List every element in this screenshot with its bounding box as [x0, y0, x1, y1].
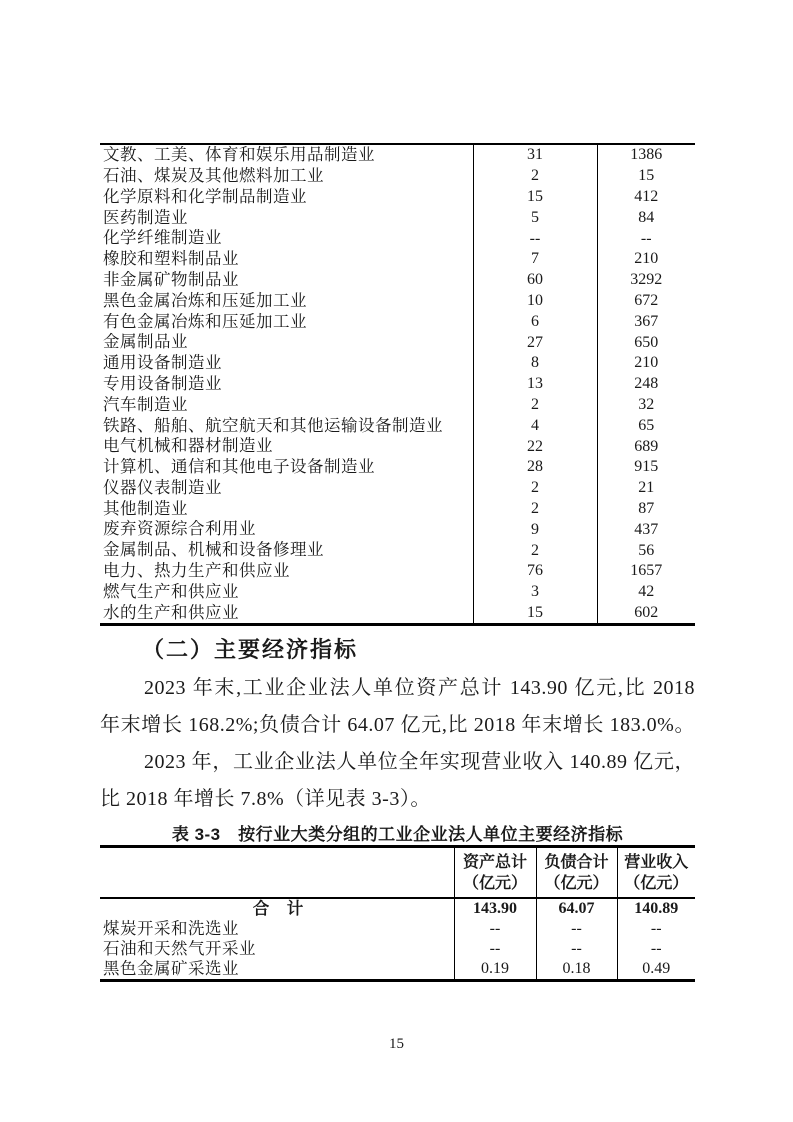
liabilities-value: --: [536, 939, 617, 959]
value-col2: 84: [638, 208, 655, 226]
paragraph-line: 比 2018 年增长 7.8%（详见表 3-3）。: [100, 788, 431, 810]
value-col2: 1657: [630, 562, 663, 580]
value-col1: 76: [473, 561, 597, 582]
table-row: [100, 249, 695, 270]
value-col2: 21: [638, 479, 655, 497]
paragraph-line: 年末增长 168.2%;负债合计 64.07 亿元,比 2018 年末增长 183.0%。: [100, 714, 695, 736]
liabilities-value: 64.07: [536, 898, 617, 919]
paragraph-assets: [100, 670, 695, 744]
industry-name: 水的生产和供应业: [100, 603, 473, 625]
industry-name: 有色金属冶炼和压延加工业: [100, 311, 473, 332]
value-col2: 367: [634, 312, 659, 330]
value-col1: 10: [473, 291, 597, 312]
industry-units-table-continued: [100, 143, 695, 626]
value-col1: 31: [473, 144, 597, 166]
industry-name: 化学纤维制造业: [100, 228, 473, 249]
industry-name: 非金属矿物制品业: [100, 270, 473, 291]
value-col1: 9: [473, 519, 597, 540]
value-col1: 5: [473, 207, 597, 228]
table-row-total: [100, 898, 695, 919]
value-col2: 689: [634, 437, 659, 455]
value-col1: 2: [473, 499, 597, 520]
header-empty: [100, 847, 454, 899]
table-row: [100, 415, 695, 436]
revenue-value: --: [617, 919, 695, 939]
assets-value: --: [454, 919, 536, 939]
table-row: [100, 395, 695, 416]
value-col2: 437: [634, 520, 659, 538]
value-col2: 210: [634, 250, 659, 268]
value-col2: 602: [634, 603, 659, 621]
value-col1: 60: [473, 270, 597, 291]
industry-name: 金属制品业: [100, 332, 473, 353]
header-liabilities: 负债合计 （亿元）: [536, 847, 617, 899]
value-col2: 915: [634, 458, 659, 476]
table-3-3-caption: 表 3-3 按行业大类分组的工业企业法人单位主要经济指标: [171, 825, 624, 844]
liabilities-value: 0.18: [536, 959, 617, 981]
table-row: [100, 457, 695, 478]
industry-name: 文教、工美、体育和娱乐用品制造业: [100, 144, 473, 166]
industry-name: 燃气生产和供应业: [100, 582, 473, 603]
value-col2: 210: [634, 354, 659, 372]
industry-name: 医药制造业: [100, 207, 473, 228]
value-col2: 650: [634, 333, 659, 351]
value-col2: 56: [638, 541, 655, 559]
table-3-3-economic-indicators: [100, 845, 695, 982]
assets-value: 143.90: [454, 898, 536, 919]
value-col2: 42: [638, 583, 655, 601]
row-label: 石油和天然气开采业: [103, 939, 256, 958]
table-row: [100, 540, 695, 561]
table-row: [100, 311, 695, 332]
value-col1: 28: [473, 457, 597, 478]
value-col2: 87: [638, 499, 655, 517]
value-col2: 248: [634, 375, 659, 393]
page-number: 15: [389, 1036, 404, 1052]
industry-name: 石油、煤炭及其他燃料加工业: [100, 166, 473, 187]
value-col1: 2: [473, 478, 597, 499]
value-col1: 4: [473, 415, 597, 436]
table-row: [100, 270, 695, 291]
industry-name: 橡胶和塑料制品业: [100, 249, 473, 270]
value-col2: 1386: [630, 146, 663, 164]
paragraph-line: 2023 年末,工业企业法人单位资产总计 143.90 亿元,比 2018: [144, 677, 695, 699]
row-label: 合 计: [252, 899, 304, 918]
industry-name: 仪器仪表制造业: [100, 478, 473, 499]
table-row: [100, 519, 695, 540]
table-row: [100, 561, 695, 582]
header-row: [100, 847, 695, 899]
value-col2: 672: [634, 291, 659, 309]
industry-name: 计算机、通信和其他电子设备制造业: [100, 457, 473, 478]
table-row: [100, 478, 695, 499]
value-col1: 15: [473, 603, 597, 625]
table-row: [100, 582, 695, 603]
value-col1: 7: [473, 249, 597, 270]
section-heading: （二）主要经济指标: [142, 637, 359, 662]
header-assets: 资产总计 （亿元）: [454, 847, 536, 899]
assets-value: --: [454, 939, 536, 959]
table-row: [100, 353, 695, 374]
industry-name: 黑色金属冶炼和压延加工业: [100, 291, 473, 312]
paragraph-line: 2023 年，工业企业法人单位全年实现营业收入 140.89 亿元，: [144, 751, 695, 773]
value-col1: 3: [473, 582, 597, 603]
liabilities-value: --: [536, 919, 617, 939]
table-row: [100, 291, 695, 312]
revenue-value: 0.49: [617, 959, 695, 981]
row-label: 煤炭开采和洗选业: [103, 919, 239, 938]
industry-name: 铁路、船舶、航空航天和其他运输设备制造业: [100, 415, 473, 436]
table-row: [100, 228, 695, 249]
value-col1: 2: [473, 395, 597, 416]
row-label: 黑色金属矿采选业: [103, 959, 239, 978]
value-col1: 15: [473, 187, 597, 208]
value-col2: 32: [638, 395, 655, 413]
value-col2: --: [640, 229, 652, 247]
table-row: [100, 374, 695, 395]
industry-name: 汽车制造业: [100, 395, 473, 416]
industry-name: 废弃资源综合利用业: [100, 519, 473, 540]
table-row: [100, 436, 695, 457]
table-row: [100, 603, 695, 625]
paragraph-revenue: [100, 744, 695, 818]
industry-name: 通用设备制造业: [100, 353, 473, 374]
table-row: [100, 187, 695, 208]
value-col2: 15: [638, 167, 655, 185]
value-col2: 65: [638, 416, 655, 434]
table-row: [100, 939, 695, 959]
value-col2: 412: [634, 187, 659, 205]
industry-name: 专用设备制造业: [100, 374, 473, 395]
table-row: [100, 959, 695, 981]
table-row: [100, 332, 695, 353]
revenue-value: --: [617, 939, 695, 959]
assets-value: 0.19: [454, 959, 536, 981]
value-col1: 27: [473, 332, 597, 353]
value-col1: --: [473, 228, 597, 249]
industry-name: 电力、热力生产和供应业: [100, 561, 473, 582]
table-row: [100, 144, 695, 166]
table-row: [100, 499, 695, 520]
value-col1: 6: [473, 311, 597, 332]
industry-name: 化学原料和化学制品制造业: [100, 187, 473, 208]
industry-name: 电气机械和器材制造业: [100, 436, 473, 457]
header-revenue: 营业收入 （亿元）: [617, 847, 695, 899]
value-col1: 2: [473, 540, 597, 561]
value-col2: 3292: [630, 271, 663, 289]
table-row: [100, 919, 695, 939]
value-col1: 8: [473, 353, 597, 374]
table-row: [100, 207, 695, 228]
revenue-value: 140.89: [617, 898, 695, 919]
table-row: [100, 166, 695, 187]
value-col1: 13: [473, 374, 597, 395]
industry-name: 金属制品、机械和设备修理业: [100, 540, 473, 561]
value-col1: 2: [473, 166, 597, 187]
industry-name: 其他制造业: [100, 499, 473, 520]
value-col1: 22: [473, 436, 597, 457]
